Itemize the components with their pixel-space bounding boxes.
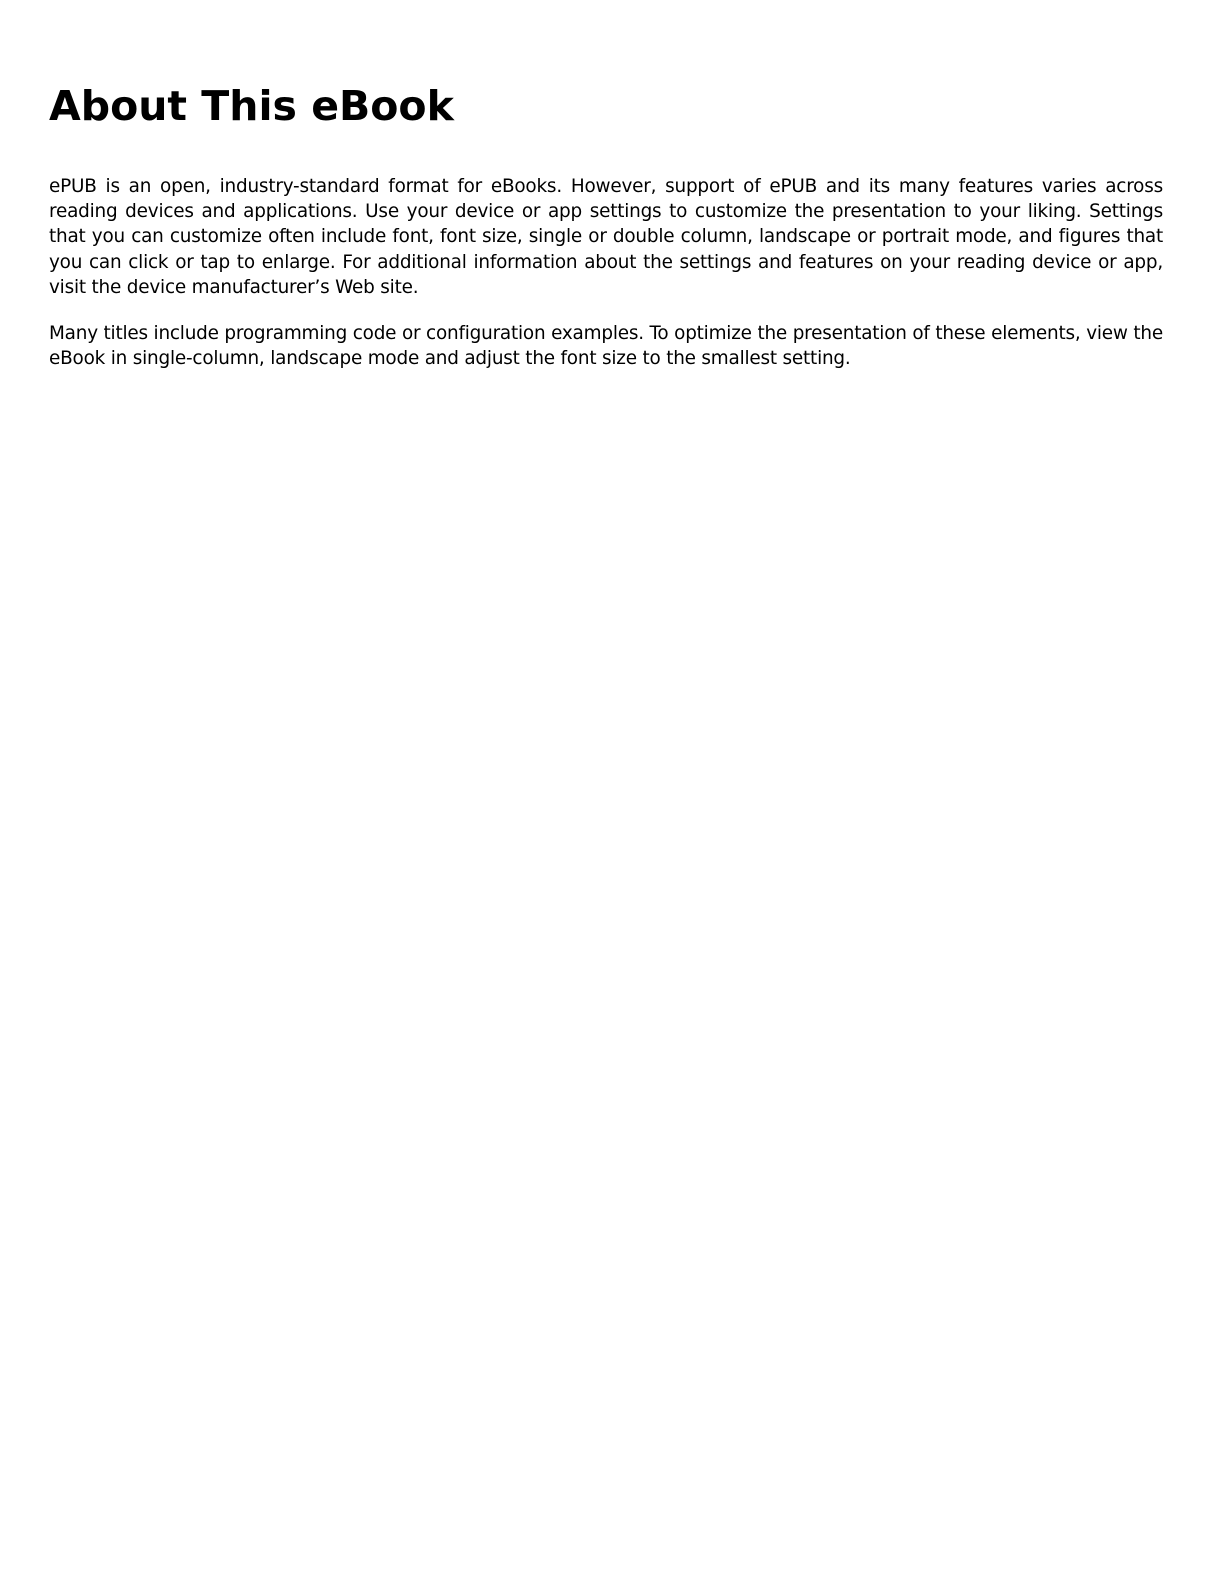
page-title: About This eBook [49, 82, 454, 130]
paragraph-epub-intro: ePUB is an open, industry-standard format for eBooks. However, support of ePUB and its many features varies across reading devices and applications. Use your device or app settings to customize the presentation to your liking. Settings that you can customize often include font, font size, single or double column, landscape or portrait mode, and figures that you can click or tap to enlarge. For additional information about the settings and features on your reading device or app, visit the device manufacturer’s Web site. [49, 176, 1163, 298]
paragraph-code-examples: Many titles include programming code or configuration examples. To optimize the presentation of these elements, view the eBook in single-column, landscape mode and adjust the font size to the smallest setting. [49, 323, 1163, 370]
body-text [49, 174, 1163, 371]
